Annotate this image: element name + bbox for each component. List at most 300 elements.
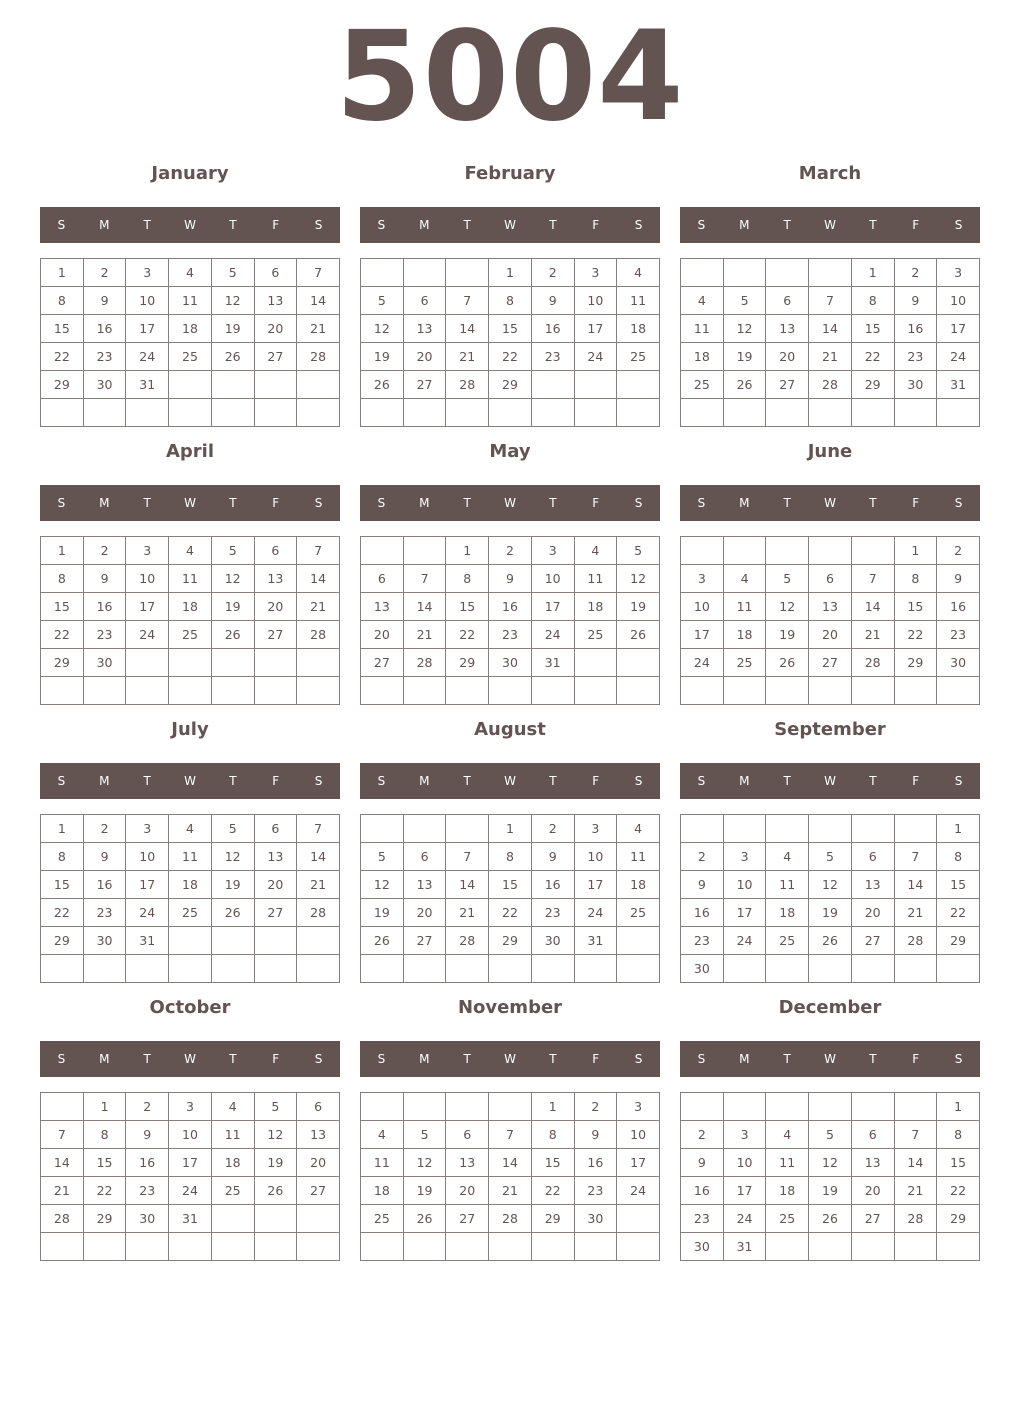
day-cell: 14 <box>894 1149 937 1177</box>
month-name: April <box>165 441 215 462</box>
day-cell: 26 <box>211 899 254 927</box>
day-cell: 14 <box>446 315 489 343</box>
day-cell: 2 <box>574 1093 617 1121</box>
week-row <box>361 677 660 705</box>
day-cell: 12 <box>254 1121 297 1149</box>
day-cell: 17 <box>574 315 617 343</box>
week-row <box>41 343 340 371</box>
month-name: February <box>464 163 556 184</box>
empty-cell <box>126 649 169 677</box>
empty-cell <box>403 677 446 705</box>
day-cell: 13 <box>403 315 446 343</box>
day-cell: 11 <box>617 287 660 315</box>
day-cell: 4 <box>681 287 724 315</box>
day-cell: 10 <box>126 287 169 315</box>
month-name: November <box>457 997 563 1018</box>
day-cell: 6 <box>254 537 297 565</box>
day-cell: 7 <box>894 1121 937 1149</box>
day-cell: 21 <box>446 343 489 371</box>
day-cell: 25 <box>766 927 809 955</box>
week-row <box>361 871 660 899</box>
day-cell: 30 <box>531 927 574 955</box>
weekday-label: F <box>912 1052 920 1066</box>
day-cell: 23 <box>83 899 126 927</box>
week-row <box>681 677 980 705</box>
weekday-label: W <box>824 218 836 232</box>
day-cell: 8 <box>894 565 937 593</box>
empty-cell <box>361 1233 404 1261</box>
day-cell: 19 <box>617 593 660 621</box>
day-cell: 26 <box>211 621 254 649</box>
empty-cell <box>766 1233 809 1261</box>
weekday-label: T <box>549 496 557 510</box>
day-cell: 2 <box>83 815 126 843</box>
day-cell: 9 <box>894 287 937 315</box>
week-row <box>681 815 980 843</box>
day-cell: 20 <box>254 871 297 899</box>
day-cell: 3 <box>126 815 169 843</box>
day-cell: 27 <box>254 621 297 649</box>
day-cell: 24 <box>531 621 574 649</box>
empty-cell <box>766 1093 809 1121</box>
weekday-label: T <box>463 1052 471 1066</box>
day-cell: 31 <box>126 371 169 399</box>
day-cell: 18 <box>361 1177 404 1205</box>
day-cell: 3 <box>531 537 574 565</box>
empty-cell <box>254 1233 297 1261</box>
weekday-label: F <box>272 1052 280 1066</box>
empty-cell <box>894 1233 937 1261</box>
empty-cell <box>617 649 660 677</box>
day-cell: 3 <box>574 815 617 843</box>
day-cell: 6 <box>254 815 297 843</box>
weekday-label: T <box>463 218 471 232</box>
empty-cell <box>83 677 126 705</box>
day-cell: 14 <box>297 843 340 871</box>
days-grid <box>680 814 980 983</box>
day-cell: 13 <box>851 1149 894 1177</box>
day-cell: 20 <box>851 1177 894 1205</box>
month-name: May <box>489 441 531 462</box>
day-cell: 21 <box>489 1177 532 1205</box>
weekday-label: W <box>504 1052 516 1066</box>
empty-cell <box>254 399 297 427</box>
day-cell: 24 <box>169 1177 212 1205</box>
day-cell: 14 <box>41 1149 84 1177</box>
day-cell: 4 <box>361 1121 404 1149</box>
day-cell: 9 <box>83 843 126 871</box>
empty-cell <box>297 399 340 427</box>
day-cell: 29 <box>41 371 84 399</box>
week-row <box>681 537 980 565</box>
day-cell: 12 <box>809 1149 852 1177</box>
weekday-label: T <box>143 1052 151 1066</box>
day-cell: 5 <box>809 843 852 871</box>
week-row <box>41 1205 340 1233</box>
empty-cell <box>169 371 212 399</box>
weekday-header <box>680 207 980 243</box>
day-cell: 13 <box>297 1121 340 1149</box>
day-cell: 23 <box>681 927 724 955</box>
day-cell: 22 <box>489 899 532 927</box>
day-cell: 5 <box>361 287 404 315</box>
empty-cell <box>126 677 169 705</box>
day-cell: 19 <box>809 899 852 927</box>
weekday-label: S <box>314 774 323 788</box>
weekday-header <box>40 1041 340 1077</box>
day-cell: 6 <box>254 259 297 287</box>
day-cell: 2 <box>83 259 126 287</box>
week-row <box>361 593 660 621</box>
day-cell: 5 <box>254 1093 297 1121</box>
day-cell: 11 <box>617 843 660 871</box>
weekday-label: S <box>57 218 66 232</box>
week-row <box>361 287 660 315</box>
week-row <box>41 315 340 343</box>
empty-cell <box>851 1233 894 1261</box>
day-cell: 6 <box>851 1121 894 1149</box>
day-cell: 11 <box>169 565 212 593</box>
day-cell: 16 <box>937 593 980 621</box>
weekday-label: T <box>143 496 151 510</box>
empty-cell <box>254 371 297 399</box>
empty-cell <box>41 1093 84 1121</box>
empty-cell <box>403 1093 446 1121</box>
day-cell: 29 <box>489 927 532 955</box>
empty-cell <box>169 677 212 705</box>
day-cell: 19 <box>211 593 254 621</box>
empty-cell <box>809 537 852 565</box>
weekday-label: W <box>824 774 836 788</box>
day-cell: 2 <box>681 843 724 871</box>
day-cell: 19 <box>403 1177 446 1205</box>
day-cell: 14 <box>489 1149 532 1177</box>
weekday-label: W <box>184 496 196 510</box>
day-cell: 23 <box>894 343 937 371</box>
day-cell: 20 <box>297 1149 340 1177</box>
day-cell: 15 <box>851 315 894 343</box>
week-row <box>681 565 980 593</box>
day-cell: 9 <box>83 287 126 315</box>
weekday-label: S <box>377 218 386 232</box>
days-grid <box>40 258 340 427</box>
empty-cell <box>361 677 404 705</box>
day-cell: 6 <box>446 1121 489 1149</box>
day-cell: 21 <box>894 1177 937 1205</box>
day-cell: 23 <box>489 621 532 649</box>
week-row <box>681 871 980 899</box>
day-cell: 7 <box>41 1121 84 1149</box>
day-cell: 23 <box>83 343 126 371</box>
empty-cell <box>41 677 84 705</box>
empty-cell <box>254 955 297 983</box>
day-cell: 25 <box>361 1205 404 1233</box>
day-cell: 25 <box>169 621 212 649</box>
day-cell: 22 <box>83 1177 126 1205</box>
empty-cell <box>894 955 937 983</box>
day-cell: 26 <box>766 649 809 677</box>
empty-cell <box>723 537 766 565</box>
day-cell: 10 <box>723 1149 766 1177</box>
day-cell: 10 <box>574 287 617 315</box>
empty-cell <box>446 677 489 705</box>
day-cell: 11 <box>361 1149 404 1177</box>
empty-cell <box>446 815 489 843</box>
empty-cell <box>489 399 532 427</box>
day-cell: 17 <box>126 871 169 899</box>
empty-cell <box>254 677 297 705</box>
day-cell: 10 <box>723 871 766 899</box>
empty-cell <box>617 371 660 399</box>
week-row <box>681 927 980 955</box>
days-grid <box>360 536 660 705</box>
weekday-label: T <box>549 774 557 788</box>
day-cell: 13 <box>254 843 297 871</box>
day-cell: 12 <box>617 565 660 593</box>
day-cell: 2 <box>681 1121 724 1149</box>
day-cell: 13 <box>403 871 446 899</box>
day-cell: 5 <box>617 537 660 565</box>
day-cell: 14 <box>851 593 894 621</box>
day-cell: 6 <box>403 843 446 871</box>
day-cell: 12 <box>723 315 766 343</box>
weekday-label: M <box>739 496 750 510</box>
day-cell: 6 <box>809 565 852 593</box>
day-cell: 25 <box>617 343 660 371</box>
day-cell: 17 <box>681 621 724 649</box>
days-grid <box>360 1092 660 1261</box>
weekday-label: W <box>184 218 196 232</box>
day-cell: 12 <box>809 871 852 899</box>
empty-cell <box>531 677 574 705</box>
day-cell: 24 <box>126 343 169 371</box>
day-cell: 1 <box>489 259 532 287</box>
week-row <box>41 815 340 843</box>
weekday-label: M <box>99 218 110 232</box>
week-row <box>41 1121 340 1149</box>
day-cell: 19 <box>211 315 254 343</box>
empty-cell <box>809 677 852 705</box>
day-cell: 14 <box>297 287 340 315</box>
empty-cell <box>361 815 404 843</box>
weekday-label: F <box>592 774 600 788</box>
day-cell: 12 <box>211 287 254 315</box>
day-cell: 22 <box>894 621 937 649</box>
empty-cell <box>403 259 446 287</box>
day-cell: 8 <box>446 565 489 593</box>
day-cell: 3 <box>126 537 169 565</box>
empty-cell <box>574 677 617 705</box>
weekday-label: M <box>419 1052 430 1066</box>
weekday-label: T <box>869 496 877 510</box>
day-cell: 4 <box>723 565 766 593</box>
day-cell: 19 <box>809 1177 852 1205</box>
empty-cell <box>126 1233 169 1261</box>
day-cell: 28 <box>894 1205 937 1233</box>
day-cell: 7 <box>851 565 894 593</box>
day-cell: 21 <box>297 315 340 343</box>
weekday-label: S <box>634 218 643 232</box>
week-row <box>361 927 660 955</box>
day-cell: 21 <box>446 899 489 927</box>
weekday-label: T <box>783 1052 791 1066</box>
empty-cell <box>681 399 724 427</box>
day-cell: 21 <box>297 871 340 899</box>
empty-cell <box>851 537 894 565</box>
day-cell: 25 <box>617 899 660 927</box>
empty-cell <box>531 955 574 983</box>
day-cell: 24 <box>681 649 724 677</box>
day-cell: 10 <box>681 593 724 621</box>
weekday-label: W <box>824 496 836 510</box>
day-cell: 18 <box>617 871 660 899</box>
day-cell: 29 <box>894 649 937 677</box>
day-cell: 31 <box>126 927 169 955</box>
weekday-label: S <box>697 1052 706 1066</box>
day-cell: 16 <box>531 315 574 343</box>
empty-cell <box>126 955 169 983</box>
month-name: September <box>774 719 886 740</box>
day-cell: 20 <box>361 621 404 649</box>
empty-cell <box>446 259 489 287</box>
week-row <box>681 1233 980 1261</box>
day-cell: 8 <box>851 287 894 315</box>
weekday-label: S <box>57 1052 66 1066</box>
empty-cell <box>297 371 340 399</box>
day-cell: 20 <box>254 315 297 343</box>
weekday-label: M <box>99 1052 110 1066</box>
day-cell: 31 <box>937 371 980 399</box>
day-cell: 7 <box>489 1121 532 1149</box>
weekday-label: F <box>592 1052 600 1066</box>
day-cell: 5 <box>403 1121 446 1149</box>
empty-cell <box>681 677 724 705</box>
weekday-label: F <box>912 496 920 510</box>
day-cell: 4 <box>211 1093 254 1121</box>
day-cell: 22 <box>41 621 84 649</box>
day-cell: 20 <box>254 593 297 621</box>
empty-cell <box>41 399 84 427</box>
month-name: August <box>474 719 546 740</box>
day-cell: 15 <box>937 1149 980 1177</box>
weekday-label: T <box>229 218 237 232</box>
empty-cell <box>446 955 489 983</box>
day-cell: 18 <box>681 343 724 371</box>
day-cell: 27 <box>851 927 894 955</box>
empty-cell <box>41 1233 84 1261</box>
day-cell: 7 <box>297 259 340 287</box>
week-row <box>361 955 660 983</box>
day-cell: 23 <box>574 1177 617 1205</box>
day-cell: 25 <box>766 1205 809 1233</box>
day-cell: 16 <box>531 871 574 899</box>
empty-cell <box>851 1093 894 1121</box>
day-cell: 2 <box>937 537 980 565</box>
day-cell: 16 <box>489 593 532 621</box>
empty-cell <box>617 677 660 705</box>
day-cell: 21 <box>403 621 446 649</box>
week-row <box>681 1149 980 1177</box>
empty-cell <box>766 815 809 843</box>
day-cell: 4 <box>169 259 212 287</box>
weekday-label: T <box>229 1052 237 1066</box>
weekday-label: S <box>314 1052 323 1066</box>
day-cell: 30 <box>83 371 126 399</box>
empty-cell <box>489 1093 532 1121</box>
weekday-label: F <box>592 496 600 510</box>
day-cell: 16 <box>83 871 126 899</box>
empty-cell <box>617 955 660 983</box>
day-cell: 26 <box>361 927 404 955</box>
week-row <box>681 1121 980 1149</box>
weekday-label: M <box>739 1052 750 1066</box>
weekday-label: W <box>504 774 516 788</box>
empty-cell <box>446 1233 489 1261</box>
empty-cell <box>617 1233 660 1261</box>
weekday-label: F <box>912 774 920 788</box>
week-row <box>361 649 660 677</box>
weekday-label: M <box>99 496 110 510</box>
weekday-label: S <box>57 496 66 510</box>
weekday-label: T <box>869 218 877 232</box>
weekday-label: T <box>549 218 557 232</box>
empty-cell <box>766 955 809 983</box>
day-cell: 26 <box>617 621 660 649</box>
empty-cell <box>254 1205 297 1233</box>
empty-cell <box>531 371 574 399</box>
empty-cell <box>937 955 980 983</box>
empty-cell <box>361 537 404 565</box>
weekday-label: W <box>184 1052 196 1066</box>
day-cell: 9 <box>574 1121 617 1149</box>
empty-cell <box>937 677 980 705</box>
day-cell: 11 <box>169 287 212 315</box>
day-cell: 13 <box>809 593 852 621</box>
day-cell: 7 <box>403 565 446 593</box>
day-cell: 13 <box>851 871 894 899</box>
day-cell: 24 <box>574 899 617 927</box>
empty-cell <box>169 1233 212 1261</box>
day-cell: 21 <box>851 621 894 649</box>
day-cell: 12 <box>361 871 404 899</box>
empty-cell <box>723 259 766 287</box>
day-cell: 20 <box>851 899 894 927</box>
day-cell: 22 <box>937 899 980 927</box>
empty-cell <box>297 649 340 677</box>
day-cell: 30 <box>574 1205 617 1233</box>
empty-cell <box>489 955 532 983</box>
weekday-label: T <box>869 774 877 788</box>
weekday-label: S <box>954 496 963 510</box>
empty-cell <box>723 399 766 427</box>
day-cell: 7 <box>446 843 489 871</box>
day-cell: 19 <box>361 343 404 371</box>
day-cell: 16 <box>83 593 126 621</box>
empty-cell <box>574 649 617 677</box>
day-cell: 1 <box>937 1093 980 1121</box>
week-row <box>681 259 980 287</box>
day-cell: 1 <box>894 537 937 565</box>
day-cell: 8 <box>489 287 532 315</box>
day-cell: 20 <box>766 343 809 371</box>
day-cell: 15 <box>83 1149 126 1177</box>
day-cell: 7 <box>894 843 937 871</box>
day-cell: 22 <box>489 343 532 371</box>
day-cell: 17 <box>531 593 574 621</box>
day-cell: 24 <box>723 1205 766 1233</box>
empty-cell <box>361 955 404 983</box>
empty-cell <box>41 955 84 983</box>
